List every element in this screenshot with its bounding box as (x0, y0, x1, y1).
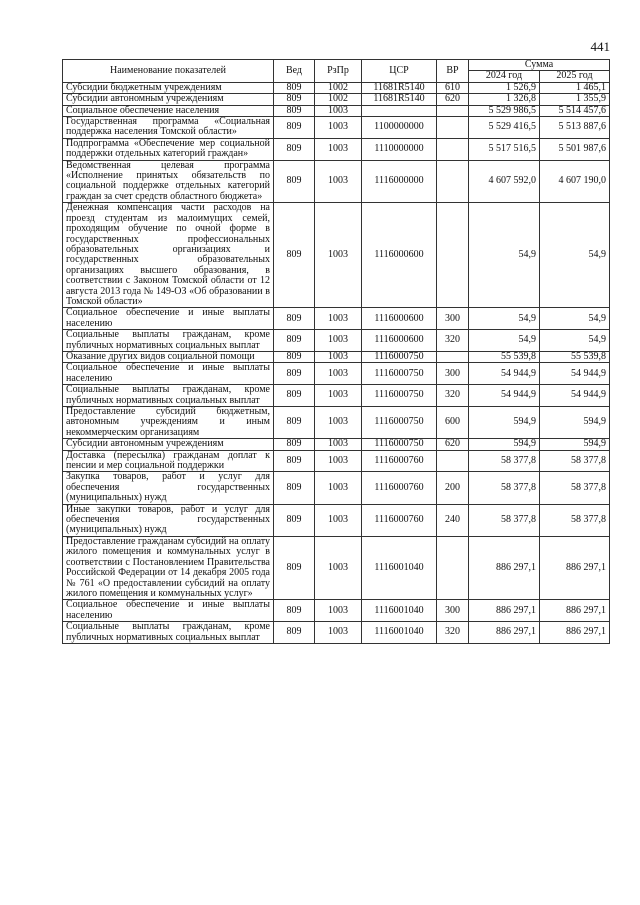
cell-rzpr: 1003 (315, 363, 362, 385)
cell-vr: 200 (437, 472, 469, 504)
cell-rzpr: 1003 (315, 504, 362, 536)
cell-vr: 600 (437, 407, 469, 439)
cell-ved: 809 (274, 363, 315, 385)
cell-ved: 809 (274, 450, 315, 472)
table-row (63, 82, 610, 93)
cell-sum-2024: 886 297,1 (469, 622, 540, 644)
cell-vr: 320 (437, 330, 469, 352)
cell-csr: 1116000750 (362, 385, 437, 407)
cell-name: Доставка (пересылка) гражданам доплат к пенсии и мер социальной поддержки (63, 450, 274, 472)
cell-rzpr: 1003 (315, 472, 362, 504)
cell-rzpr: 1002 (315, 94, 362, 105)
cell-name: Оказание других видов социальной помощи (63, 351, 274, 362)
cell-name: Денежная компенсация части расходов на проезд студентам из малоимущих семей, проходящим обучение по очной форме в государственных профессиональных образовательных организациях и государственных образовательных организациях высшего образования, в соответствии с Законом Томской области от 12 августа 2013 года № 149-ОЗ «Об образовании в Томской области» (63, 203, 274, 308)
cell-ved: 809 (274, 82, 315, 93)
header-year-2025: 2025 год (540, 71, 610, 82)
cell-csr: 1110000000 (362, 138, 437, 160)
cell-csr: 1116000750 (362, 351, 437, 362)
cell-sum-2025: 1 465,1 (540, 82, 610, 93)
cell-ved: 809 (274, 203, 315, 308)
header-ved: Вед (274, 60, 315, 83)
cell-csr: 1116000760 (362, 472, 437, 504)
cell-csr: 1116000760 (362, 504, 437, 536)
cell-csr: 11681R5140 (362, 94, 437, 105)
cell-name: Социальное обеспечение населения (63, 105, 274, 116)
table-header (63, 60, 610, 83)
cell-csr: 1100000000 (362, 117, 437, 139)
cell-rzpr: 1003 (315, 450, 362, 472)
table-row (63, 450, 610, 472)
cell-csr: 1116000750 (362, 363, 437, 385)
header-name: Наименование показателей (63, 60, 274, 83)
cell-csr: 1116000760 (362, 450, 437, 472)
cell-sum-2024: 54,9 (469, 203, 540, 308)
cell-sum-2024: 4 607 592,0 (469, 160, 540, 203)
table-row (63, 407, 610, 439)
table-row (63, 94, 610, 105)
cell-ved: 809 (274, 117, 315, 139)
budget-table (62, 59, 610, 644)
cell-csr: 1116001040 (362, 600, 437, 622)
cell-vr (437, 117, 469, 139)
cell-sum-2024: 58 377,8 (469, 450, 540, 472)
cell-ved: 809 (274, 160, 315, 203)
cell-rzpr: 1003 (315, 117, 362, 139)
cell-rzpr: 1003 (315, 536, 362, 599)
cell-name: Предоставление субсидий бюджетным, автономным учреждениям и иным некоммерческим организациям (63, 407, 274, 439)
cell-name: Социальное обеспечение и иные выплаты населению (63, 308, 274, 330)
cell-name: Подпрограмма «Обеспечение мер социальной поддержки отдельных категорий граждан» (63, 138, 274, 160)
cell-name: Социальное обеспечение и иные выплаты населению (63, 600, 274, 622)
cell-rzpr: 1003 (315, 407, 362, 439)
cell-csr: 1116000600 (362, 308, 437, 330)
header-year-2024: 2024 год (469, 71, 540, 82)
cell-ved: 809 (274, 600, 315, 622)
cell-sum-2024: 54 944,9 (469, 385, 540, 407)
cell-sum-2024: 594,9 (469, 407, 540, 439)
cell-name: Социальное обеспечение и иные выплаты населению (63, 363, 274, 385)
cell-vr (437, 138, 469, 160)
cell-sum-2025: 886 297,1 (540, 600, 610, 622)
cell-vr: 610 (437, 82, 469, 93)
cell-rzpr: 1003 (315, 600, 362, 622)
cell-vr: 300 (437, 600, 469, 622)
cell-vr (437, 351, 469, 362)
cell-sum-2025: 58 377,8 (540, 450, 610, 472)
table-row (63, 138, 610, 160)
page-number: 441 (590, 39, 610, 54)
cell-name: Социальные выплаты гражданам, кроме публичных нормативных социальных выплат (63, 622, 274, 644)
header-csr: ЦСР (362, 60, 437, 83)
header-rzpr: РзПр (315, 60, 362, 83)
cell-vr: 320 (437, 622, 469, 644)
table-row (63, 622, 610, 644)
cell-ved: 809 (274, 472, 315, 504)
table-row (63, 504, 610, 536)
cell-sum-2025: 58 377,8 (540, 472, 610, 504)
table-body (63, 82, 610, 643)
cell-sum-2024: 886 297,1 (469, 600, 540, 622)
cell-sum-2024: 5 529 416,5 (469, 117, 540, 139)
cell-vr (437, 160, 469, 203)
cell-sum-2025: 54 944,9 (540, 363, 610, 385)
cell-ved: 809 (274, 105, 315, 116)
cell-sum-2025: 594,9 (540, 407, 610, 439)
cell-ved: 809 (274, 439, 315, 450)
cell-vr (437, 105, 469, 116)
cell-sum-2024: 886 297,1 (469, 536, 540, 599)
cell-rzpr: 1003 (315, 439, 362, 450)
cell-csr: 1116000750 (362, 439, 437, 450)
table-row (63, 363, 610, 385)
table-row (63, 105, 610, 116)
cell-sum-2024: 5 517 516,5 (469, 138, 540, 160)
cell-name: Социальные выплаты гражданам, кроме публичных нормативных социальных выплат (63, 385, 274, 407)
table-row (63, 308, 610, 330)
header-sum: Сумма (469, 60, 610, 71)
cell-ved: 809 (274, 407, 315, 439)
cell-sum-2025: 1 355,9 (540, 94, 610, 105)
cell-rzpr: 1003 (315, 203, 362, 308)
cell-name: Субсидии автономным учреждениям (63, 94, 274, 105)
table-row (63, 600, 610, 622)
cell-ved: 809 (274, 622, 315, 644)
cell-vr: 240 (437, 504, 469, 536)
cell-name: Закупка товаров, работ и услуг для обеспечения государственных (муниципальных) нужд (63, 472, 274, 504)
cell-rzpr: 1003 (315, 308, 362, 330)
cell-sum-2025: 54 944,9 (540, 385, 610, 407)
cell-sum-2024: 54 944,9 (469, 363, 540, 385)
cell-name: Социальные выплаты гражданам, кроме публичных нормативных социальных выплат (63, 330, 274, 352)
cell-name: Субсидии бюджетным учреждениям (63, 82, 274, 93)
cell-csr: 1116000600 (362, 330, 437, 352)
cell-sum-2025: 886 297,1 (540, 622, 610, 644)
cell-ved: 809 (274, 504, 315, 536)
cell-sum-2024: 1 326,8 (469, 94, 540, 105)
cell-name: Государственная программа «Социальная поддержка населения Томской области» (63, 117, 274, 139)
cell-ved: 809 (274, 138, 315, 160)
cell-rzpr: 1003 (315, 105, 362, 116)
table-row (63, 439, 610, 450)
cell-sum-2024: 5 529 986,5 (469, 105, 540, 116)
cell-sum-2024: 594,9 (469, 439, 540, 450)
cell-name: Субсидии автономным учреждениям (63, 439, 274, 450)
cell-name: Ведомственная целевая программа «Исполнение принятых обязательств по социальной поддержке отдельных категорий граждан за счет средств областного бюджета» (63, 160, 274, 203)
cell-vr: 300 (437, 308, 469, 330)
cell-csr: 1116000750 (362, 407, 437, 439)
cell-sum-2024: 1 526,9 (469, 82, 540, 93)
cell-name: Предоставление гражданам субсидий на оплату жилого помещения и коммунальных услуг в соответствии с Постановлением Правительства Российской Федерации от 14 декабря 2005 года № 761 «О предоставлении субсидий на оплату жилого помещения и коммунальных услуг» (63, 536, 274, 599)
cell-rzpr: 1003 (315, 385, 362, 407)
cell-vr (437, 536, 469, 599)
cell-ved: 809 (274, 308, 315, 330)
cell-rzpr: 1002 (315, 82, 362, 93)
cell-vr: 320 (437, 385, 469, 407)
cell-sum-2024: 54,9 (469, 308, 540, 330)
cell-sum-2025: 54,9 (540, 308, 610, 330)
cell-sum-2024: 54,9 (469, 330, 540, 352)
cell-vr (437, 450, 469, 472)
table-row (63, 536, 610, 599)
cell-vr: 620 (437, 94, 469, 105)
cell-rzpr: 1003 (315, 351, 362, 362)
table-row (63, 351, 610, 362)
cell-rzpr: 1003 (315, 160, 362, 203)
cell-csr: 11681R5140 (362, 82, 437, 93)
cell-sum-2024: 55 539,8 (469, 351, 540, 362)
table-row (63, 160, 610, 203)
cell-sum-2025: 5 513 887,6 (540, 117, 610, 139)
cell-sum-2024: 58 377,8 (469, 472, 540, 504)
header-vr: ВР (437, 60, 469, 83)
cell-sum-2025: 4 607 190,0 (540, 160, 610, 203)
cell-vr (437, 203, 469, 308)
cell-sum-2025: 886 297,1 (540, 536, 610, 599)
table-row (63, 385, 610, 407)
cell-csr (362, 105, 437, 116)
cell-name: Иные закупки товаров, работ и услуг для обеспечения государственных (муниципальных) нужд (63, 504, 274, 536)
cell-rzpr: 1003 (315, 622, 362, 644)
cell-csr: 1116000000 (362, 160, 437, 203)
cell-sum-2025: 55 539,8 (540, 351, 610, 362)
table-row (63, 117, 610, 139)
table-row (63, 203, 610, 308)
cell-sum-2024: 58 377,8 (469, 504, 540, 536)
cell-sum-2025: 594,9 (540, 439, 610, 450)
cell-sum-2025: 54,9 (540, 330, 610, 352)
cell-rzpr: 1003 (315, 330, 362, 352)
cell-vr: 620 (437, 439, 469, 450)
cell-ved: 809 (274, 385, 315, 407)
cell-csr: 1116001040 (362, 536, 437, 599)
cell-ved: 809 (274, 94, 315, 105)
cell-ved: 809 (274, 330, 315, 352)
cell-ved: 809 (274, 351, 315, 362)
cell-csr: 1116001040 (362, 622, 437, 644)
cell-sum-2025: 54,9 (540, 203, 610, 308)
cell-csr: 1116000600 (362, 203, 437, 308)
cell-ved: 809 (274, 536, 315, 599)
cell-rzpr: 1003 (315, 138, 362, 160)
cell-sum-2025: 5 501 987,6 (540, 138, 610, 160)
cell-sum-2025: 58 377,8 (540, 504, 610, 536)
cell-vr: 300 (437, 363, 469, 385)
table-row (63, 472, 610, 504)
cell-sum-2025: 5 514 457,6 (540, 105, 610, 116)
table-row (63, 330, 610, 352)
